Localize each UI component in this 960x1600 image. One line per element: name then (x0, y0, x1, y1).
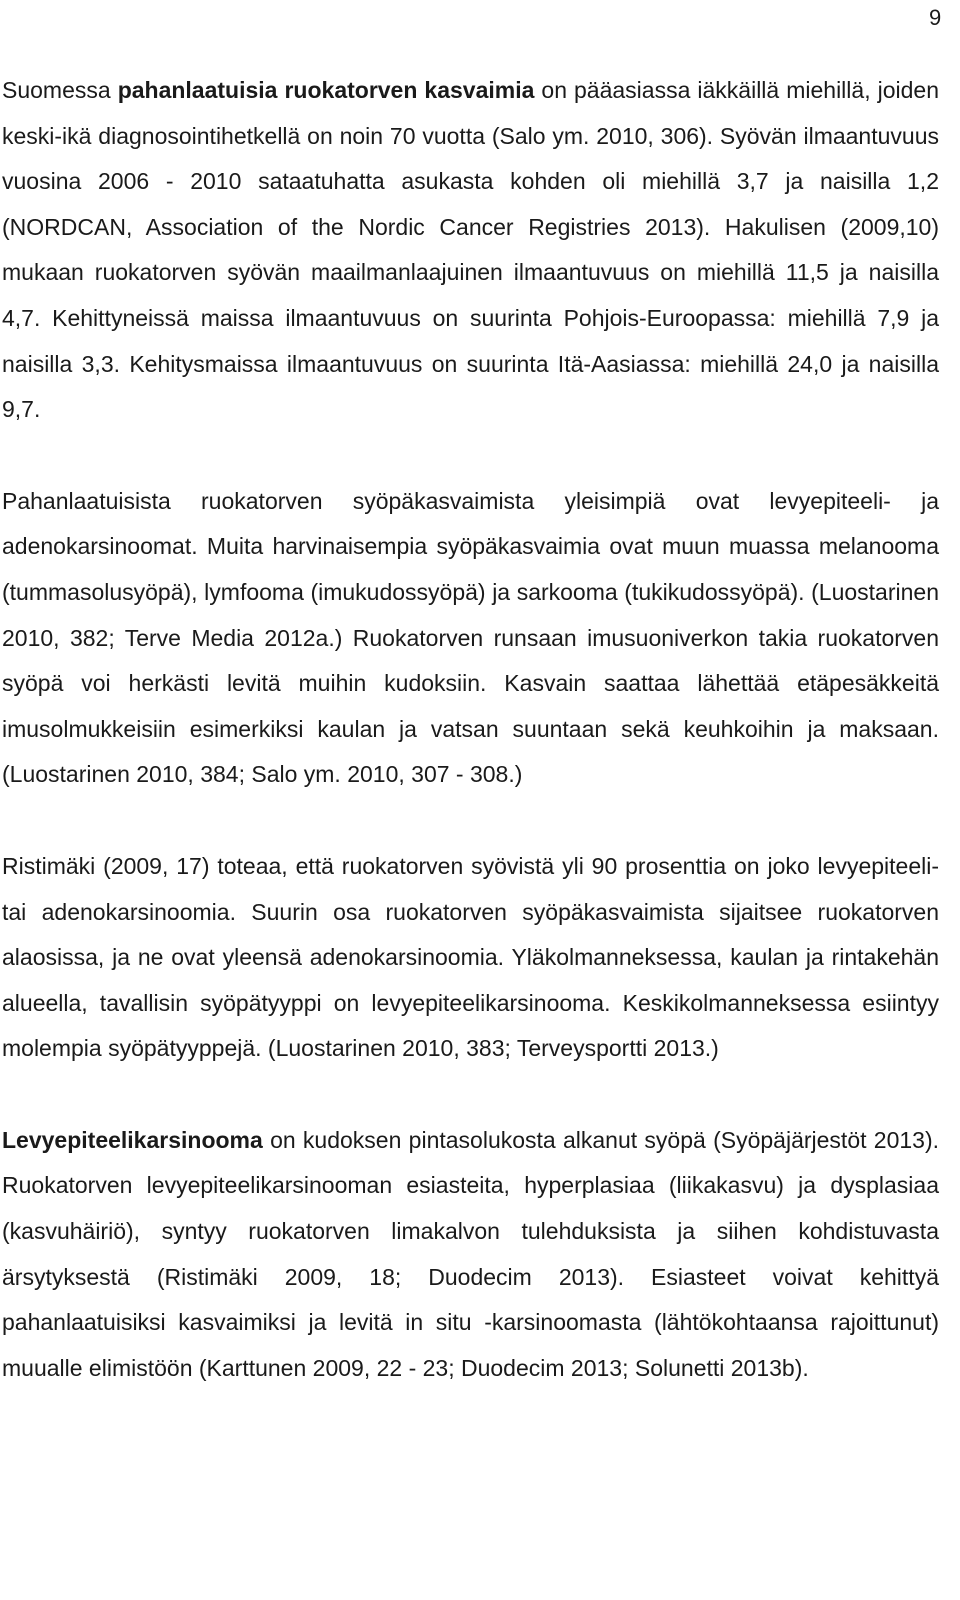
paragraph-squamous-cell-carcinoma (2, 1118, 939, 1392)
page-number: 9 (929, 5, 942, 30)
paragraph-text: Suomessa (2, 77, 118, 103)
paragraph-esophageal-cancer-incidence (2, 68, 939, 433)
bold-term-malignant-tumors: pahanlaatuisia ruokatorven kasvaimia (117, 77, 535, 103)
paragraph-text: on pääasiassa iäkkäillä miehillä, joiden keski-ikä diagnosointihetkellä on noin 70 vuotta (Salo ym. 2010, 306). Syövän ilmaantuvuus vuosina 2006 - 2010 sataatuhatta asukasta kohden oli miehillä 3,7 ja naisilla 1,2 (NORDCAN, Association of the Nordic Cancer Registries 2013). Hakulisen (2009,10) mukaan ruokatorven syövän maailmanlaajuinen ilmaantuvuus on miehillä 11,5 ja naisilla 4,7. Kehittyneissä maissa ilmaantuvuus on suurinta Pohjois-Euroopassa: miehillä 7,9 ja naisilla 3,3. Kehitysmaissa ilmaantuvuus on suurinta Itä-Aasiassa: miehillä 24,0 ja naisilla 9,7. (2, 77, 939, 423)
paragraph-tumor-location: Ristimäki (2009, 17) toteaa, että ruokatorven syövistä yli 90 prosenttia on joko levyepiteeli- tai adenokarsinoomia. Suurin osa ruokatorven syöpäkasvaimista sijaitsee ruokatorven alaosissa, ja ne ovat yleensä adenokarsinoomia. Yläkolmanneksessa, kaulan ja rintakehän alueella, tavallisin syöpätyyppi on levyepiteelikarsinooma. Keskikolmanneksessa esiintyy molempia syöpätyyppejä. (Luostarinen 2010, 383; Terveysportti 2013.) (2, 852, 939, 1062)
document-body (2, 68, 939, 1391)
paragraph-tumor-types: Pahanlaatuisista ruokatorven syöpäkasvaimista yleisimpiä ovat levyepiteeli- ja adenokarsinoomat. Muita harvinaisempia syöpäkasvaimia ovat muun muassa melanooma (tummasolusyöpä), lymfooma (imukudossyöpä) ja sarkooma (tukikudossyöpä). (Luostarinen 2010, 382; Terve Media 2012a.) Ruokatorven runsaan imusuoniverkon takia ruokatorven syöpä voi herkästi levitä muihin kudoksiin. Kasvain saattaa lähettää etäpesäkkeitä imusolmukkeisiin esimerkiksi kaulan ja vatsan suuntaan sekä keuhkoihin ja maksaan. (Luostarinen 2010, 384; Salo ym. 2010, 307 - 308.) (2, 487, 939, 788)
bold-term-squamous-cell-carcinoma: Levyepiteelikarsinooma (2, 1126, 263, 1153)
paragraph-text: on kudoksen pintasolukosta alkanut syöpä (Syöpäjärjestöt 2013). Ruokatorven levyepiteelikarsinooman esiasteita, hyperplasiaa (liikakasvu) ja dysplasiaa (kasvuhäiriö), syntyy ruokatorven limakalvon tulehduksista ja siihen kohdistuvasta ärsytyksestä (Ristimäki 2009, 18; Duodecim 2013). Esiasteet voivat kehittyä pahanlaatuisiksi kasvaimiksi ja levitä in situ -karsinoomasta (lähtökohtaansa rajoittunut) muualle elimistöön (Karttunen 2009, 22 - 23; Duodecim 2013; Solunetti 2013b). (2, 1126, 939, 1381)
